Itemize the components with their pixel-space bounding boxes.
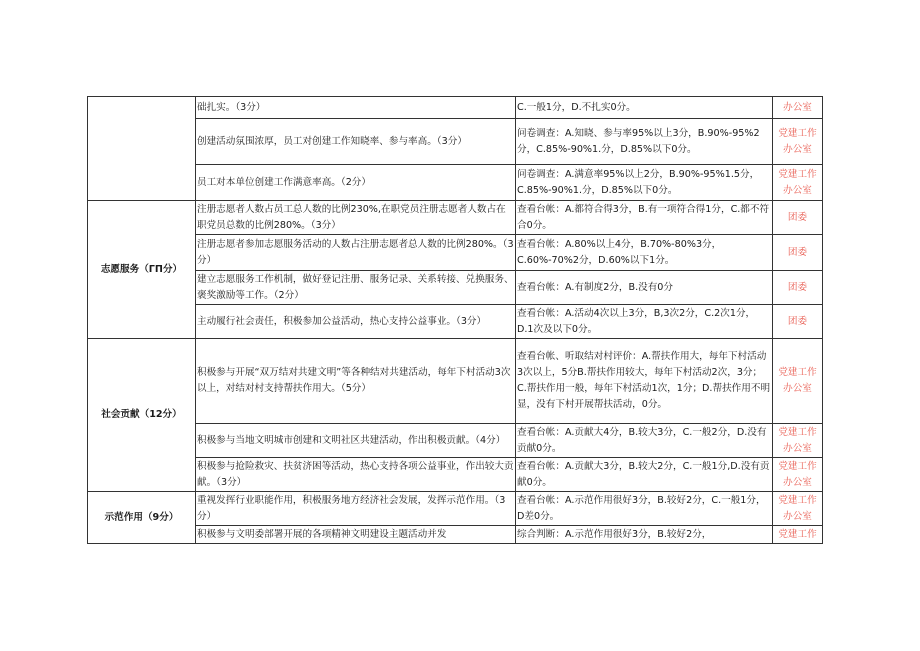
table-row bbox=[88, 119, 823, 165]
dept-cell: 党建工作办公室 bbox=[773, 424, 823, 458]
method-cell: 问卷调查：A.知晓、参与率95%以上3分，B.90%-95%2分，C.85%-90%1.分，D.85%以下0分。 bbox=[516, 119, 773, 165]
dept-cell: 团委 bbox=[773, 305, 823, 339]
criteria-cell: 积极参与开展“双万结对共建文明”等各种结对共建活动，每年下村活动3次以上，对结对村支持帮扶作用大。（5分） bbox=[196, 339, 516, 424]
dept-cell: 党建工作办公室 bbox=[773, 339, 823, 424]
dept-cell: 党建工作办公室 bbox=[773, 119, 823, 165]
table-row bbox=[88, 424, 823, 458]
criteria-cell: 重视发挥行业职能作用，积极服务地方经济社会发展，发挥示范作用。（3分） bbox=[196, 492, 516, 526]
dept-cell: 团委 bbox=[773, 201, 823, 235]
criteria-cell: 注册志愿者参加志愿服务活动的人数占注册志愿者总人数的比例280%。（3分） bbox=[196, 235, 516, 271]
criteria-cell: 注册志愿者人数占员工总人数的比例230%,在职党员注册志愿者人数占在职党员总数的比例280%。（3分） bbox=[196, 201, 516, 235]
dept-cell: 党建工作办公室 bbox=[773, 165, 823, 201]
dept-cell: 团委 bbox=[773, 235, 823, 271]
method-cell: 查看台帐：A.80%以上4分，B.70%-80%3分，C.60%-70%2分，D.60%以下1分。 bbox=[516, 235, 773, 271]
criteria-cell: 础扎实。（3分） bbox=[196, 97, 516, 119]
dept-cell: 党建工作办公室 bbox=[773, 458, 823, 492]
table-row bbox=[88, 458, 823, 492]
method-cell: 查看台帐：A.贡献大4分，B.较大3分，C.一般2分，D.没有贡献0分。 bbox=[516, 424, 773, 458]
category-cell: 志愿服务（ΓΠ分） bbox=[88, 201, 196, 339]
method-cell: 查看台帐：A.贡献大3分，B.较大2分，C.一般1分,D.没有贡献0分。 bbox=[516, 458, 773, 492]
dept-cell: 办公室 bbox=[773, 97, 823, 119]
category-cell: 示范作用（9分） bbox=[88, 492, 196, 544]
category-cell: 社会贡献（12分） bbox=[88, 339, 196, 492]
method-cell: C.一般1分，D.不扎实0分。 bbox=[516, 97, 773, 119]
criteria-cell: 积极参与文明委部署开展的各项精神文明建设主题活动并发 bbox=[196, 526, 516, 544]
table-row bbox=[88, 201, 823, 235]
criteria-cell: 积极参与当地文明城市创建和文明社区共建活动，作出积极贡献。（4分） bbox=[196, 424, 516, 458]
table-row bbox=[88, 526, 823, 544]
method-cell: 查看台帐、听取结对村评价：A.帮扶作用大，每年下村活动3次以上，5分B.帮扶作用较大，每年下村活动2次，3分；C.帮扶作用一般，每年下村活动1次，1分；D.帮扶作用不明显，没有下村开展帮扶活动，0分。 bbox=[516, 339, 773, 424]
dept-cell: 党建工作 bbox=[773, 526, 823, 544]
table-row bbox=[88, 97, 823, 119]
method-cell: 查看台帐：A.都符合得3分，B.有一项符合得1分，C.都不符合0分。 bbox=[516, 201, 773, 235]
criteria-cell: 积极参与抢险救灾、扶贫济困等活动，热心支持各项公益事业，作出较大贡献。（3分） bbox=[196, 458, 516, 492]
method-cell: 查看台帐：A.示范作用很好3分，B.较好2分，C.一般1分，D差0分。 bbox=[516, 492, 773, 526]
table-row bbox=[88, 165, 823, 201]
table-row bbox=[88, 305, 823, 339]
dept-cell: 团委 bbox=[773, 271, 823, 305]
category-cell bbox=[88, 97, 196, 201]
method-cell: 查看台帐：A.有制度2分，B.没有0分 bbox=[516, 271, 773, 305]
table-row bbox=[88, 492, 823, 526]
criteria-cell: 创建活动氛围浓厚，员工对创建工作知晓率、参与率高。（3分） bbox=[196, 119, 516, 165]
evaluation-table bbox=[87, 96, 823, 544]
criteria-cell: 建立志愿服务工作机制，做好登记注册、服务记录、关系转接、兑换服务、褒奖激励等工作。（2分） bbox=[196, 271, 516, 305]
method-cell: 综合判断：A.示范作用很好3分，B.较好2分， bbox=[516, 526, 773, 544]
table-row bbox=[88, 235, 823, 271]
method-cell: 查看台帐：A.活动4次以上3分，B,3次2分，C.2次1分，D.1次及以下0分。 bbox=[516, 305, 773, 339]
dept-cell: 党建工作办公室 bbox=[773, 492, 823, 526]
criteria-cell: 员工对本单位创建工作满意率高。（2分） bbox=[196, 165, 516, 201]
method-cell: 问卷调查：A.满意率95%以上2分，B.90%-95%1.5分，C.85%-90%1.分，D.85%以下0分。 bbox=[516, 165, 773, 201]
table-row bbox=[88, 271, 823, 305]
table-row bbox=[88, 339, 823, 424]
criteria-cell: 主动履行社会责任，积极参加公益活动，热心支持公益事业。（3分） bbox=[196, 305, 516, 339]
